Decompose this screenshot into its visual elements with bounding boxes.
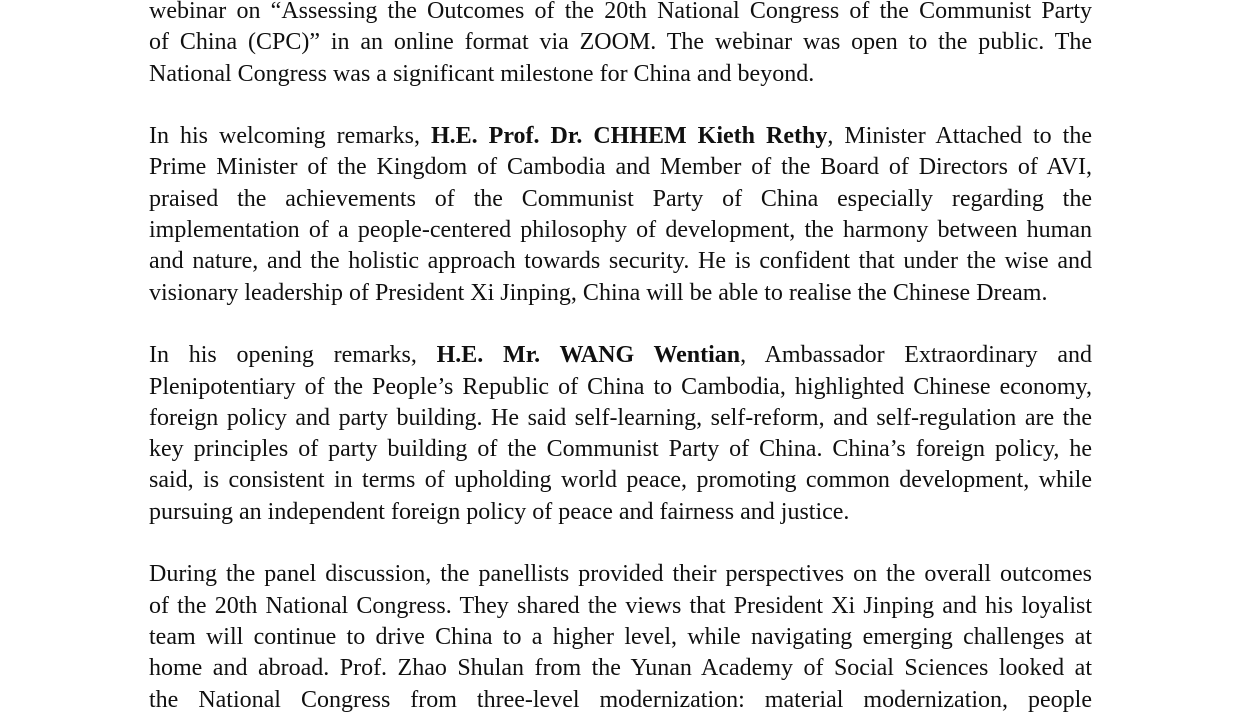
text-segment: of China (CPC)” in an online format via ZOOM. The webinar was open to the public. The bbox=[149, 29, 1092, 56]
text-line bbox=[149, 622, 1092, 653]
text-segment: praised the achievements of the Communist Party of China especially regarding the bbox=[149, 185, 1092, 212]
text-line bbox=[149, 0, 1092, 27]
paragraph bbox=[149, 0, 1092, 90]
text-segment: team will continue to drive China to a higher level, while navigating emerging challenges at bbox=[149, 623, 1092, 650]
text-segment: In his opening remarks, bbox=[149, 342, 437, 369]
text-line bbox=[149, 59, 1092, 90]
text-segment: visionary leadership of President Xi Jinping, China will be able to realise the Chinese Dream. bbox=[149, 279, 1048, 306]
text-line bbox=[149, 465, 1092, 496]
text-line bbox=[149, 653, 1092, 684]
paragraph bbox=[149, 559, 1092, 715]
text-segment: During the panel discussion, the panellists provided their perspectives on the overall outcomes bbox=[149, 561, 1092, 588]
text-segment: Prime Minister of the Kingdom of Cambodia and Member of the Board of Directors of AVI, bbox=[149, 154, 1092, 181]
text-line bbox=[149, 434, 1092, 465]
text-segment: of the 20th National Congress. They shared the views that President Xi Jinping and his loyalist bbox=[149, 592, 1092, 619]
text-segment: and nature, and the holistic approach towards security. He is confident that under the wise and bbox=[149, 248, 1092, 275]
text-segment: webinar on “Assessing the Outcomes of the 20th National Congress of the Communist Party bbox=[149, 0, 1092, 24]
paragraph bbox=[149, 340, 1092, 528]
text-segment: said, is consistent in terms of upholding world peace, promoting common development, while bbox=[149, 467, 1092, 494]
text-segment: , Minister Attached to the bbox=[827, 123, 1092, 150]
text-line bbox=[149, 246, 1092, 277]
text-line bbox=[149, 497, 1092, 528]
person-name-bold-text: H.E. Prof. Dr. CHHEM Kieth Rethy bbox=[430, 123, 828, 150]
text-line bbox=[149, 372, 1092, 403]
text-segment: National Congress was a significant milestone for China and beyond. bbox=[149, 60, 815, 87]
text-segment: implementation of a people-centered philosophy of development, the harmony between human bbox=[149, 217, 1092, 244]
text-line bbox=[149, 278, 1092, 309]
text-line bbox=[149, 27, 1092, 58]
text-line bbox=[149, 559, 1092, 590]
text-line bbox=[149, 152, 1092, 183]
text-line bbox=[149, 591, 1092, 622]
text-segment: the National Congress from three-level modernization: material modernization, people bbox=[149, 686, 1092, 713]
person-name-bold-text: H.E. Mr. WANG Wentian bbox=[436, 342, 741, 369]
text-segment: foreign policy and party building. He said self-learning, self-reform, and self-regulation are the bbox=[149, 404, 1092, 431]
text-line bbox=[149, 340, 1092, 371]
text-segment: home and abroad. Prof. Zhao Shulan from the Yunan Academy of Social Sciences looked at bbox=[149, 655, 1092, 682]
text-segment: pursuing an independent foreign policy of peace and fairness and justice. bbox=[149, 498, 850, 525]
text-line bbox=[149, 685, 1092, 716]
text-segment: , Ambassador Extraordinary and bbox=[740, 342, 1092, 369]
text-segment: key principles of party building of the Communist Party of China. China’s foreign policy, he bbox=[149, 436, 1092, 463]
paragraph bbox=[149, 121, 1092, 309]
text-line bbox=[149, 184, 1092, 215]
text-line bbox=[149, 215, 1092, 246]
document-page-text bbox=[149, 0, 1092, 716]
text-line bbox=[149, 121, 1092, 152]
text-line bbox=[149, 403, 1092, 434]
text-segment: Plenipotentiary of the People’s Republic of China to Cambodia, highlighted Chinese economy, bbox=[149, 373, 1092, 400]
text-segment: In his welcoming remarks, bbox=[149, 123, 431, 150]
